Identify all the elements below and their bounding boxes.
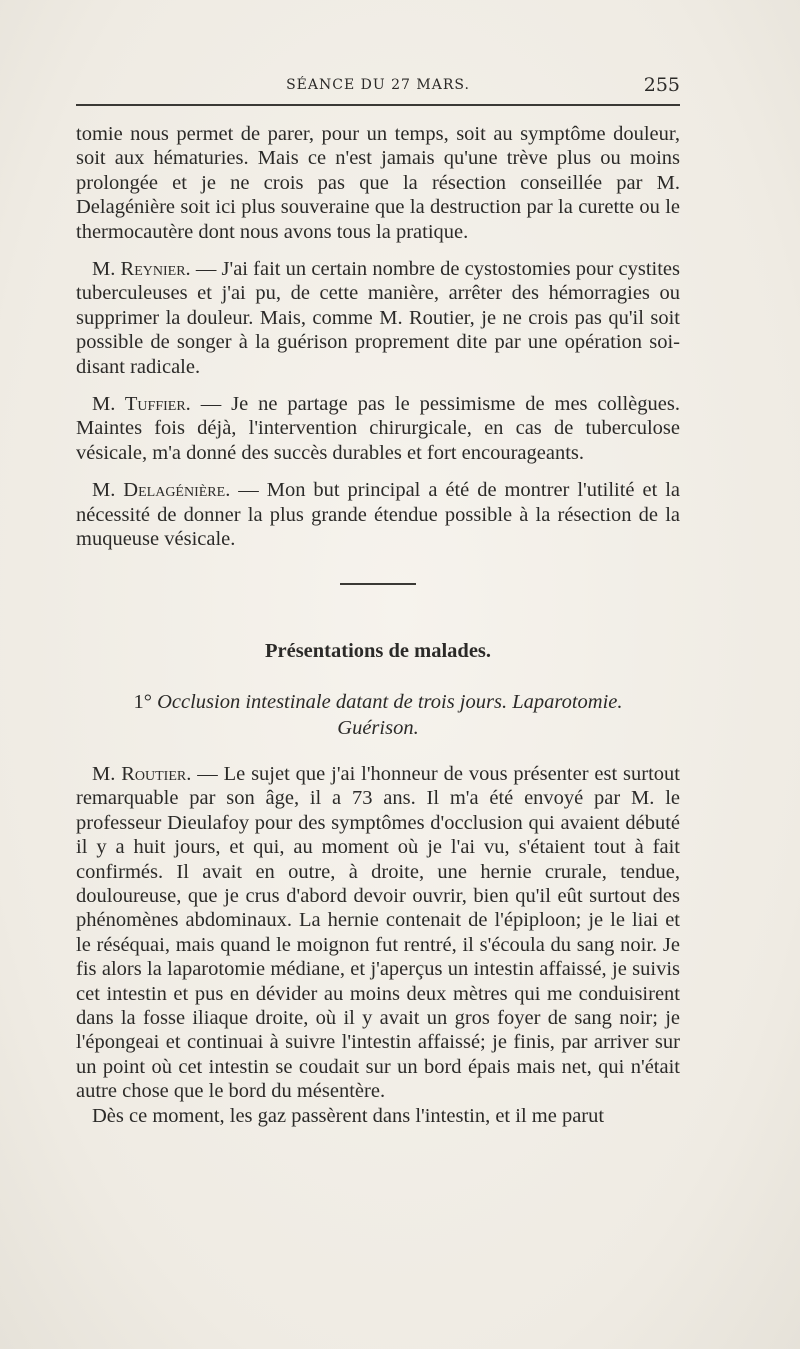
section-heading: Présentations de malades. (264, 639, 492, 662)
speaker-text: — J'ai fait un certain nombre de cystostomies pour cystites tuberculeuses et j'ai pu, de cette manière, arrêter des hémorragies ou supprimer la douleur. Mais, comme M. Routier, je ne crois pas qu'il soit possible de songer à la guérison proprement dite par une opération soi-disant radicale. (76, 258, 681, 378)
body-text (76, 122, 680, 1128)
case-subtitle (76, 689, 680, 741)
paragraph-continuation: tomie nous permet de parer, pour un temps, soit au symptôme douleur, soit aux hématuries. Mais ce n'est jamais qu'une trève plus ou moins prolongée et je ne crois pas que la résection conseillée par M. Delagénière soit ici plus souveraine que la destruction par la curette ou le thermocautère dont nous avons tous la pratique. (76, 123, 680, 243)
section-separator (340, 583, 416, 585)
running-head (76, 74, 680, 98)
paragraph-reynier (76, 257, 680, 379)
speaker-text: — Mon but principal a été de montrer l'utilité et la nécessité de donner la plus grande étendue possible à la résection de la muqueuse vésicale. (76, 479, 681, 551)
speaker-name: M. Reynier. (92, 258, 191, 281)
speaker-name: M. Routier. (92, 762, 192, 785)
speaker-name: M. Tuffier. (92, 393, 191, 416)
page-number: 255 (643, 74, 680, 96)
paragraph-continued: Dès ce moment, les gaz passèrent dans l'intestin, et il me parut (92, 1104, 605, 1127)
paragraph-routier (76, 762, 680, 1104)
running-head-title: SÉANCE DU 27 MARS. (286, 77, 470, 93)
speaker-text: — Je ne partage pas le pessimisme de mes collègues. Maintes fois déjà, l'intervention chirurgicale, en cas de tuberculose vésicale, m'a donné des succès durables et fort encourageants. (76, 393, 680, 464)
header-rule (76, 104, 680, 106)
speaker-name: M. Delagénière. (92, 479, 231, 502)
paragraph-tuffier (76, 392, 680, 465)
speaker-text: — Le sujet que j'ai l'honneur de vous présenter est surtout remarquable par son âge, il a 73 ans. Il m'a été envoyé par M. le professeur Dieulafoy pour des symptômes d'occlusion qui avaient débuté il y a huit jours, et qui, au moment où je l'ai vu, s'étaient tout à fait confirmés. Il avait en outre, à droite, une hernie crurale, tendue, douloureuse, que je crus d'abord devoir ouvrir, bien qu'il eût surtout des phénomènes abdominaux. La hernie contenait de l'épiploon; je le liai et le réséquai, mais quand le moignon fut rentré, il s'écoula du sang noir. Je fis alors la laparotomie médiane, et j'aperçus un intestin affaissé, je suivis cet intestin et pus en dévider au moins deux mètres qui me conduisirent dans la fosse iliaque droite, où il y avait un gros foyer de sang noir; je l'épongeai et continuai à suivre l'intestin affaissé; je finis, par arriver sur un point où cet intestin se coudait sur un bord épais mais net, qui n'était autre chose que le bord du mésentère. (76, 762, 680, 1103)
case-subtitle-line2: Guérison. (337, 716, 419, 739)
case-number: 1° (133, 690, 158, 713)
paragraph-delageniere (76, 478, 680, 551)
case-subtitle-line1: Occlusion intestinale datant de trois jours. Laparotomie. (157, 690, 623, 713)
